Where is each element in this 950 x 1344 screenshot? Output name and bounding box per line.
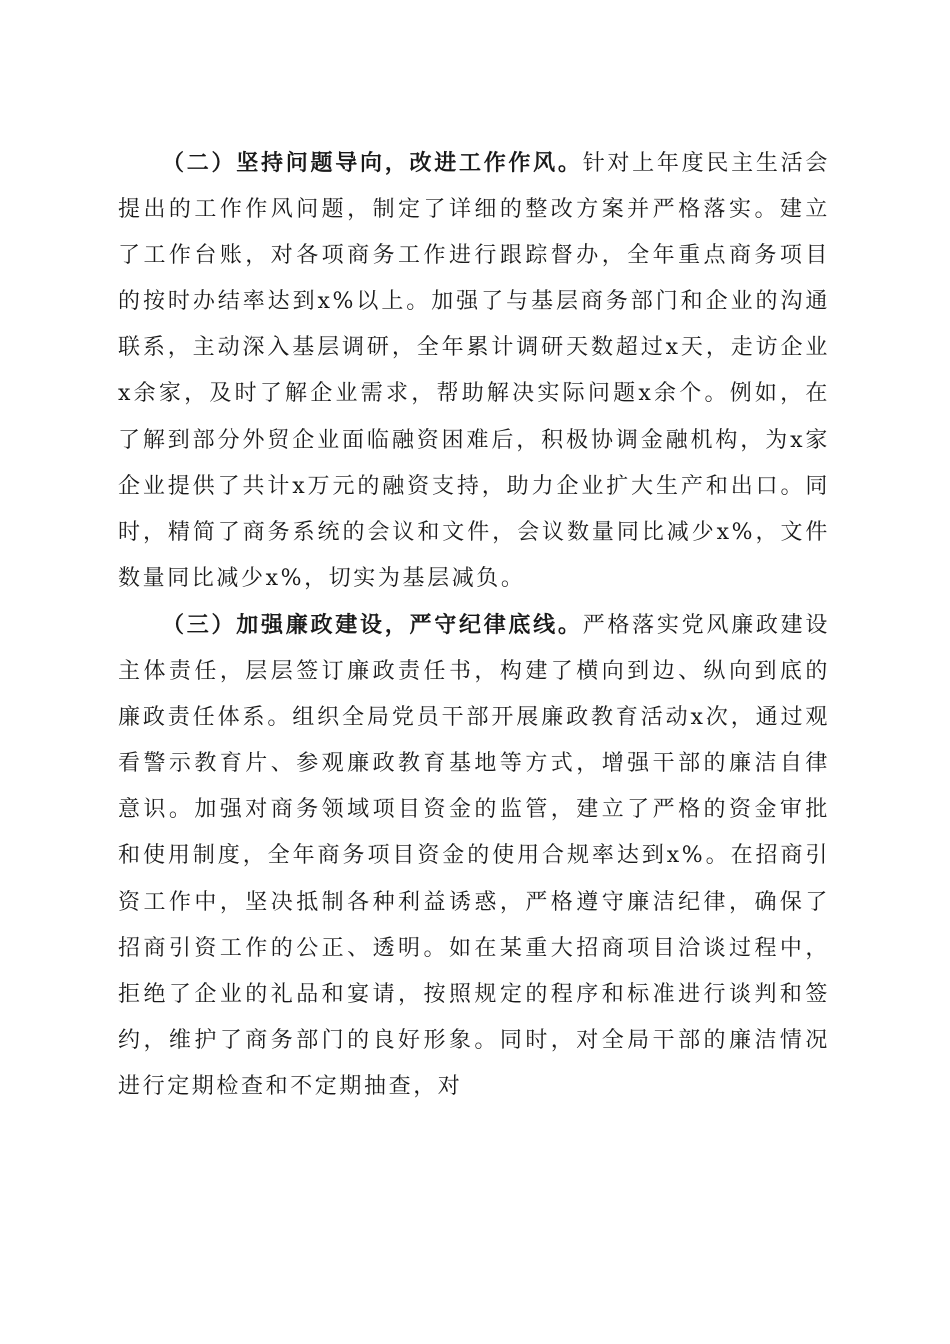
paragraph-integrity — [118, 602, 830, 1110]
document-body — [118, 140, 830, 1110]
paragraph-text: 针对上年度民主生活会提出的工作作风问题，制定了详细的整改方案并严格落实。建立了工作台账，对各项商务工作进行跟踪督办，全年重点商务项目的按时办结率达到x%以上。加强了与基层商务部门和企业的沟通联系，主动深入基层调研，全年累计调研天数超过x天，走访企业x余家，及时了解企业需求，帮助解决实际问题x余个。例如，在了解到部分外贸企业面临融资困难后，积极协调金融机构，为x家企业提供了共计x万元的融资支持，助力企业扩大生产和出口。同时，精简了商务系统的会议和文件，会议数量同比减少x%，文件数量同比减少x%，切实为基层减负。 — [118, 151, 830, 591]
paragraph-heading: （二）坚持问题导向，改进工作作风。 — [162, 150, 583, 176]
paragraph-heading: （三）加强廉政建设，严守纪律底线。 — [162, 611, 583, 638]
paragraph-work-style — [118, 140, 830, 602]
paragraph-text: 严格落实党风廉政建设主体责任，层层签订廉政责任书，构建了横向到边、纵向到底的廉政责任体系。组织全局党员干部开展廉政教育活动x次，通过观看警示教育片、参观廉政教育基地等方式，增强干部的廉洁自律意识。加强对商务领域项目资金的监管，建立了严格的资金审批和使用制度，全年商务项目资金的使用合规率达到x%。在招商引资工作中，坚决抵制各种利益诱惑，严格遵守廉洁纪律，确保了招商引资工作的公正、透明。如在某重大招商项目洽谈过程中，拒绝了企业的礼品和宴请，按照规定的程序和标准进行谈判和签约，维护了商务部门的良好形象。同时，对全局干部的廉洁情况进行定期检查和不定期抽查，对 — [118, 612, 830, 1099]
